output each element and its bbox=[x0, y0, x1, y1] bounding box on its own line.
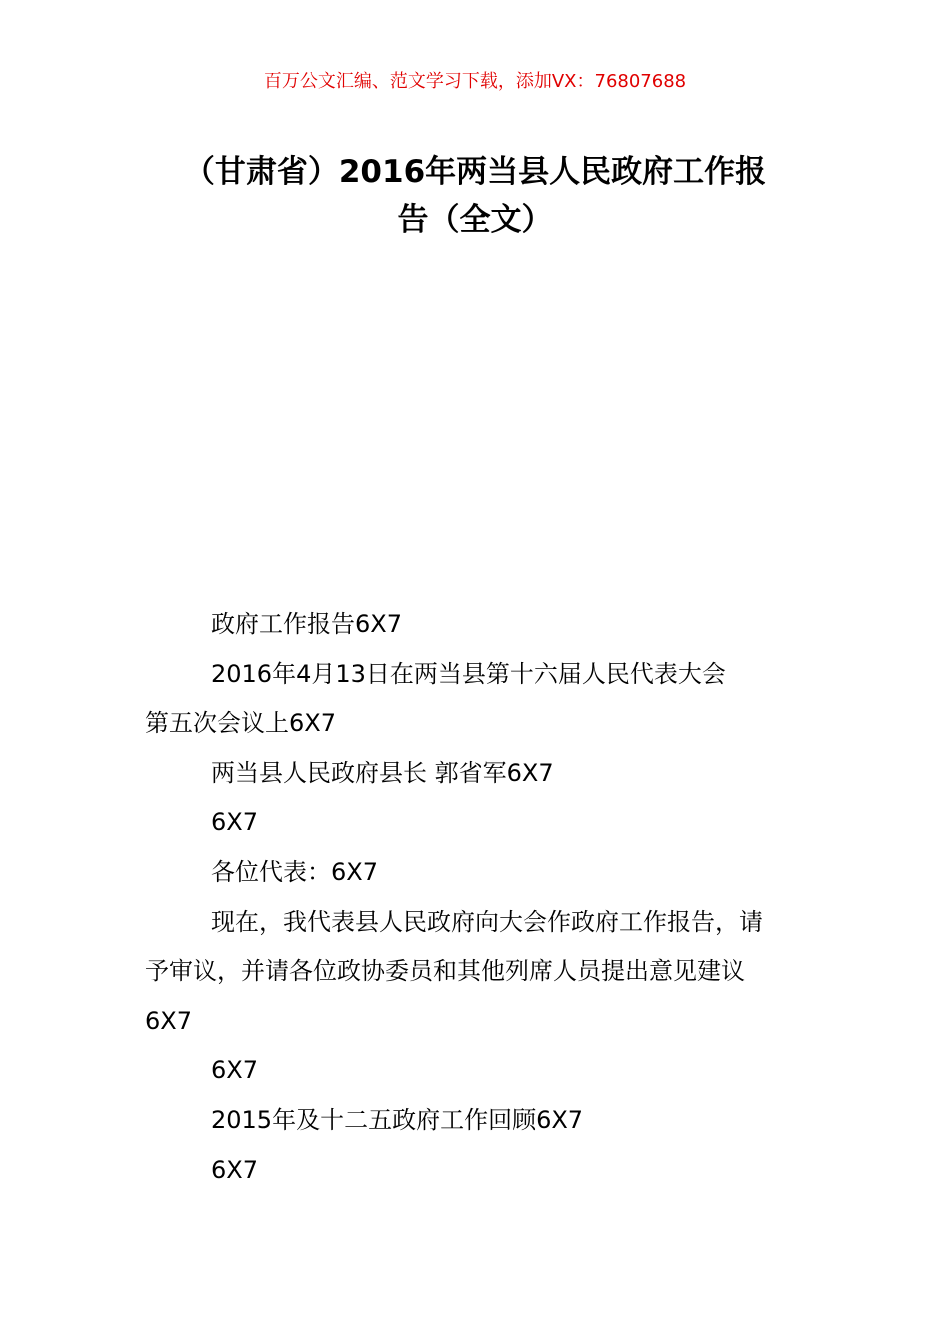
body-line-date-cont: 第五次会议上6X7 bbox=[145, 709, 336, 738]
body-line-intro-end: 6X7 bbox=[145, 1006, 192, 1035]
body-line-section-heading: 2015年及十二五政府工作回顾6X7 bbox=[211, 1105, 584, 1134]
title-line-1: （甘肃省）2016年两当县人民政府工作报 bbox=[183, 154, 767, 190]
body-line-marker: 6X7 bbox=[211, 1155, 258, 1184]
body-line-intro-cont: 予审议，并请各位政协委员和其他列席人员提出意见建议 bbox=[145, 957, 745, 986]
body-line-intro: 现在，我代表县人民政府向大会作政府工作报告，请 bbox=[211, 907, 763, 936]
body-line-marker: 6X7 bbox=[211, 1056, 258, 1085]
title-line-2: 告（全文） bbox=[397, 202, 553, 238]
body-line-speaker: 两当县人民政府县长 郭省军6X7 bbox=[211, 758, 554, 787]
document-title bbox=[145, 148, 805, 244]
body-line-marker: 6X7 bbox=[211, 808, 258, 837]
body-line-salutation: 各位代表：6X7 bbox=[211, 857, 378, 886]
body-line-date: 2016年4月13日在两当县第十六届人民代表大会 bbox=[211, 659, 726, 688]
document-body bbox=[145, 600, 810, 1195]
body-line-report-heading: 政府工作报告6X7 bbox=[211, 610, 402, 638]
header-promo-note: 百万公文汇编、范文学习下载，添加VX：76807688 bbox=[263, 71, 687, 92]
